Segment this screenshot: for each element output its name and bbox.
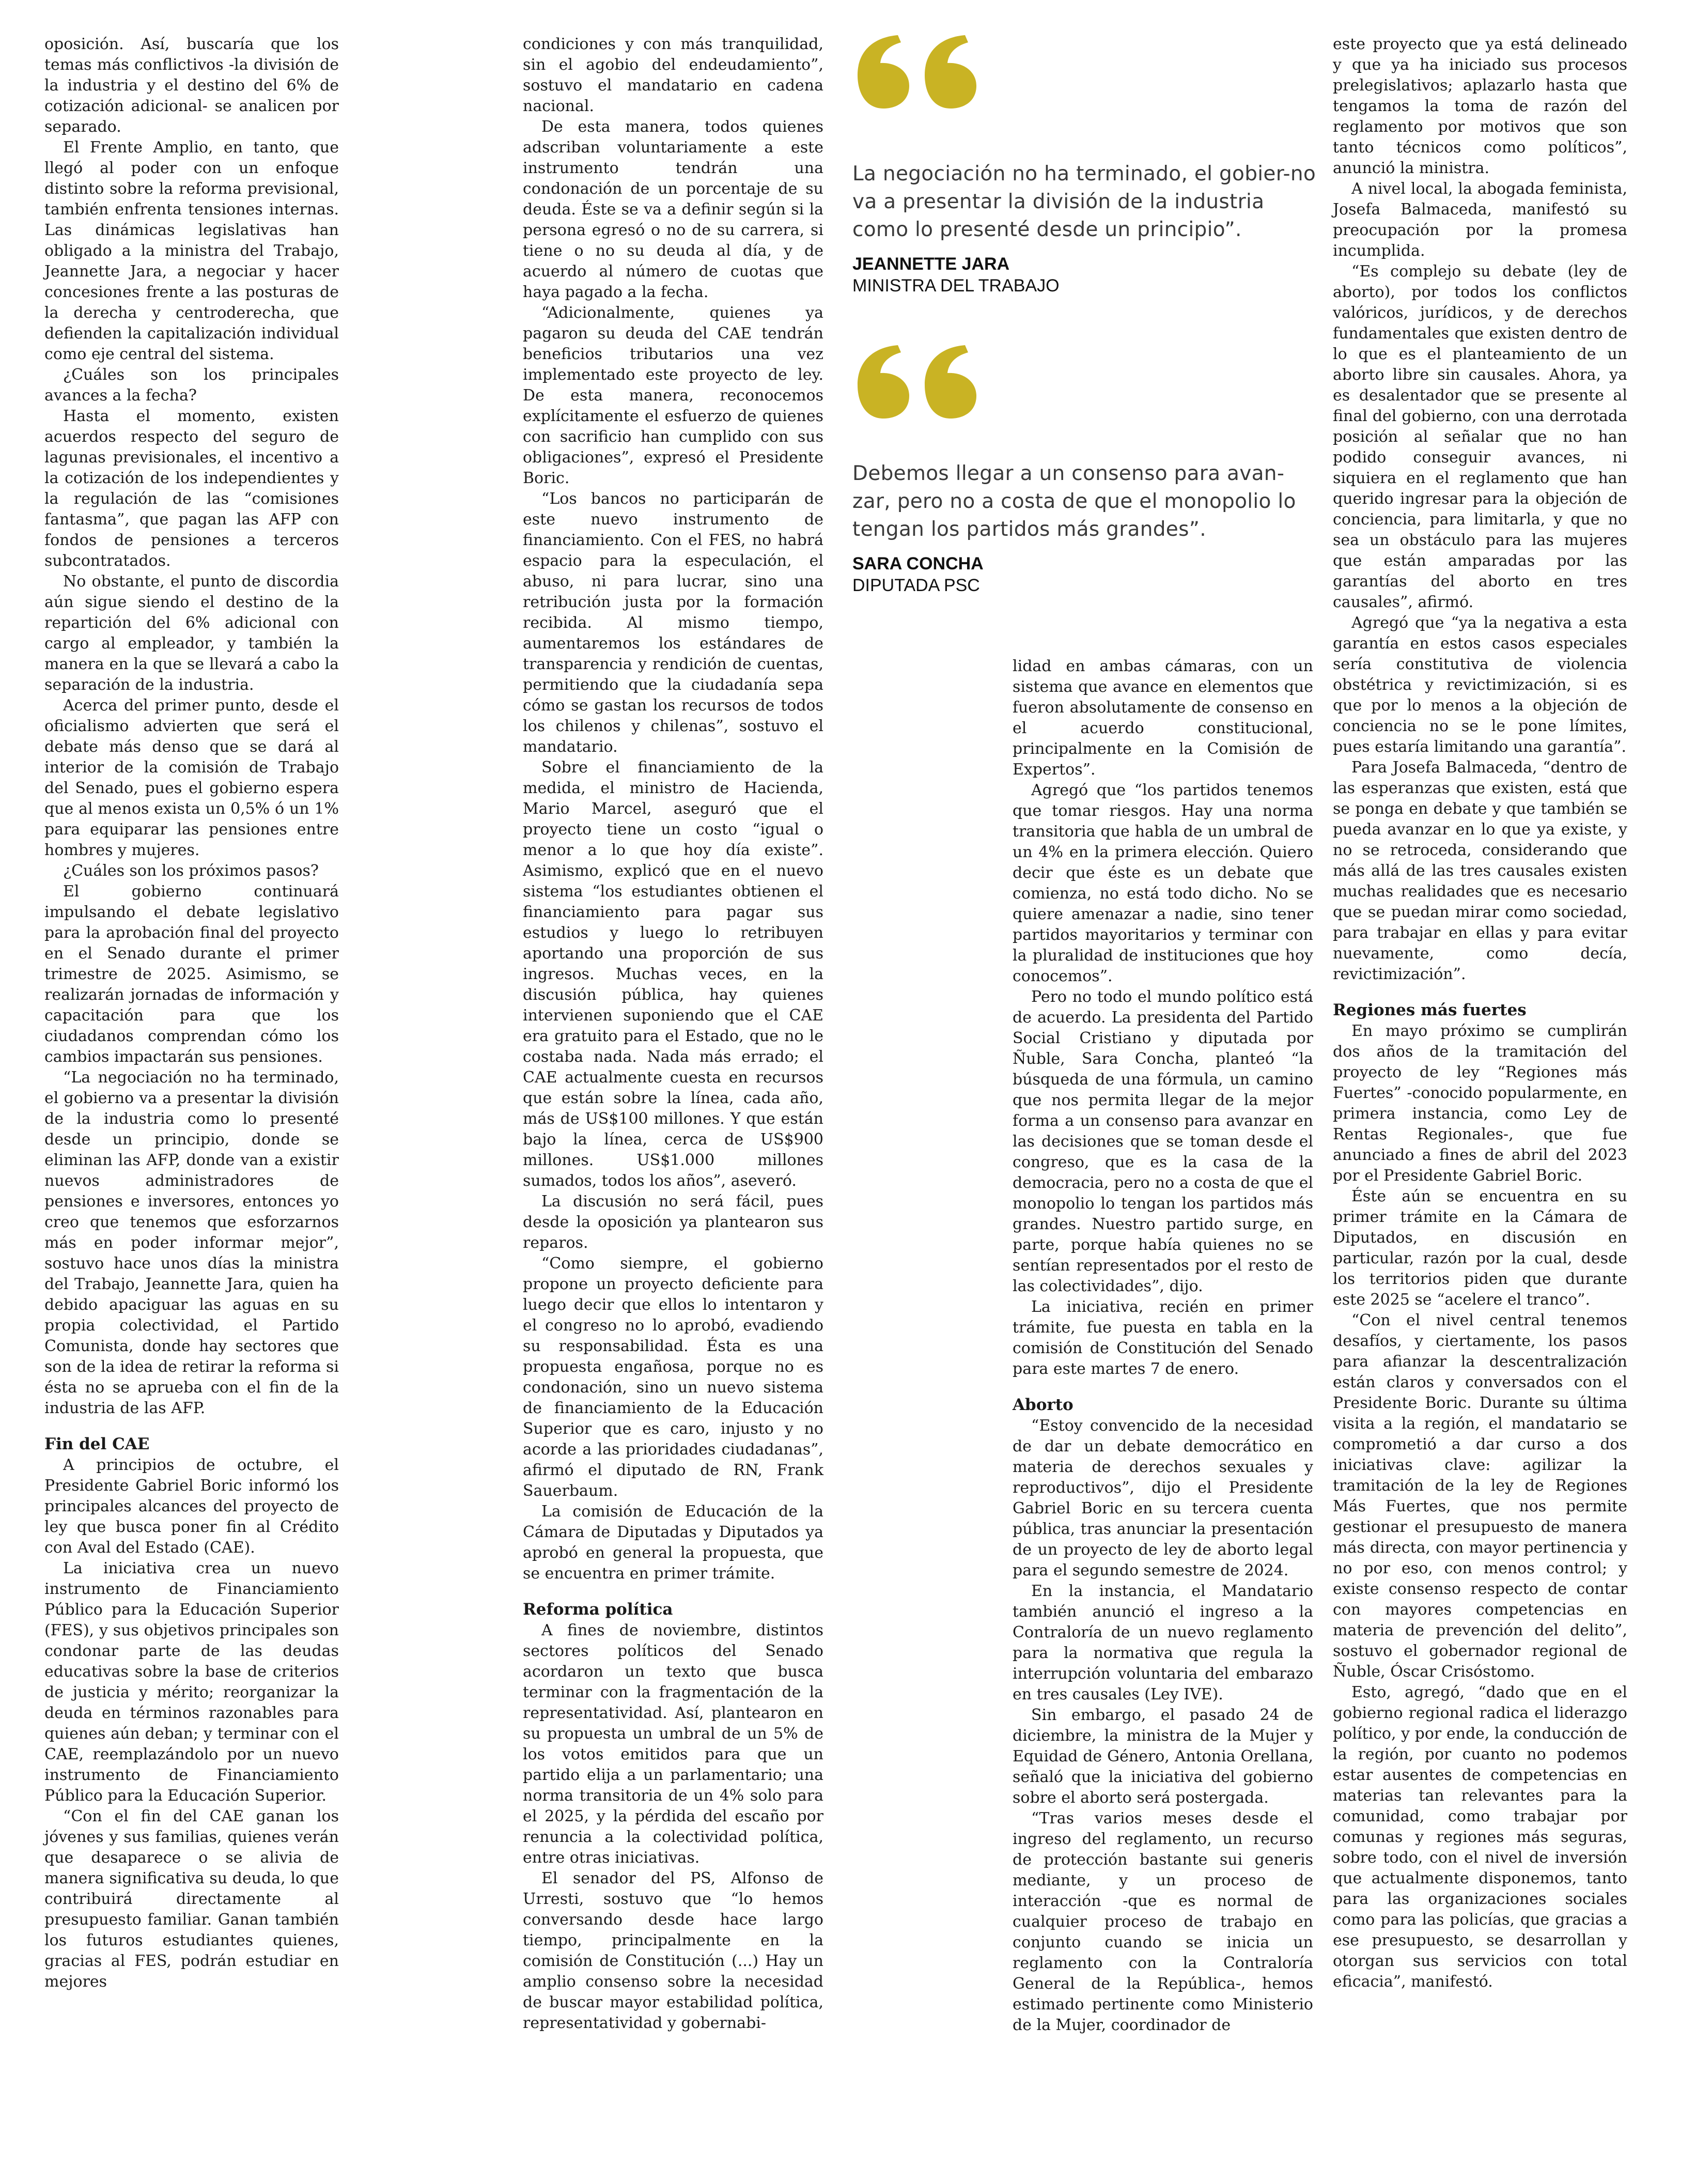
pull-quote-text: La negociación no ha terminado, el gobier-no va a presentar la división de la industria como lo presenté desde un principio”.	[852, 162, 1316, 241]
paragraph: La comisión de Educación de la Cámara de Diputadas y Diputados ya aprobó en general la propuesta, que se encuentra en primer trámite.	[523, 1503, 823, 1583]
section-heading-regiones-mas-fuertes: Regiones más fuertes	[1333, 1001, 1527, 1019]
paragraph: Sin embargo, el pasado 24 de diciembre, la ministra de la Mujer y Equidad de Género, Antonia Orellana, señaló que la iniciativa del gobierno sobre el aborto será postergada.	[1013, 1706, 1313, 1807]
paragraph: lidad en ambas cámaras, con un sistema que avance en elementos que fueron absolutamente de consenso en el acuerdo constitucional, principalmente en la Comisión de Expertos”.	[1013, 657, 1313, 779]
paragraph: “Estoy convencido de la necesidad de dar un debate democrático en materia de derechos sexuales y reproductivos”, dijo el Presidente Gabriel Boric en su tercera cuenta pública, tras anunciar la presentación de un proyecto de ley de aborto legal para el segundo semestre de 2024.	[1013, 1417, 1313, 1579]
paragraph: El Frente Amplio, en tanto, que llegó al poder con un enfoque distinto sobre la reforma previsional, también enfrenta tensiones internas. Las dinámicas legislativas han obligado a la ministra del Trabajo, Jeannette Jara, a negociar y hacer concesiones frente a las posturas de la derecha y centroderecha, que defienden la capitalización individual como eje central del sistema.	[44, 138, 339, 363]
section-heading-reforma-politica: Reforma política	[523, 1600, 673, 1619]
paragraph: Agregó que “ya la negativa a esta garantía en estos casos especiales sería constitutiva de violencia obstétrica y revictimización, si es que por lo menos a la objeción de conciencia no se le pone límites, pues estaría limitando una garantía”.	[1333, 614, 1627, 756]
paragraph: La discusión no será fácil, pues desde la oposición ya plantearon sus reparos.	[523, 1192, 823, 1252]
paragraph: El gobierno continuará impulsando el debate legislativo para la aprobación final del proyecto en el Senado durante el primer trimestre de 2025. Asimismo, se realizarán jornadas de información y capacitación para que los ciudadanos comprendan cómo los cambios impactarán sus pensiones.	[44, 882, 339, 1066]
paragraph: ¿Cuáles son los principales avances a la fecha?	[44, 366, 339, 405]
paragraph: este proyecto que ya está delineado y que ya ha iniciado sus procesos prelegislativos; aplazarlo hasta que tengamos la toma de razón del reglamento por motivos que son tanto técnicos como políticos”, anunció la ministra.	[1333, 35, 1627, 177]
paragraph: ¿Cuáles son los próximos pasos?	[63, 862, 319, 880]
paragraph: La iniciativa, recién en primer trámite, fue puesta en tabla en la comisión de Constitución del Senado para este martes 7 de enero.	[1013, 1298, 1313, 1378]
article-column-1	[44, 34, 339, 1992]
paragraph: En mayo próximo se cumplirán dos años de la tramitación del proyecto de ley “Regiones más Fuertes” -conocido popularmente, en primera instancia, como Ley de Rentas Regionales-, que fue anunciado a fines de abril del 2023 por el Presidente Gabriel Boric.	[1333, 1022, 1627, 1185]
paragraph: “Con el fin del CAE ganan los jóvenes y sus familias, quienes verán que desaparece o se alivia de manera significativa su deuda, lo que contribuirá directamente al presupuesto familiar. Ganan también los futuros estudiantes quienes, gracias al FES, podrán estudiar en mejores	[44, 1807, 339, 1991]
paragraph: condiciones y con más tranquilidad, sin el agobio del endeudamiento”, sostuvo el mandatario en cadena nacional.	[523, 35, 823, 115]
pull-quote-author: JEANNETTE JARA	[852, 254, 1010, 274]
paragraph: Pero no todo el mundo político está de acuerdo. La presidenta del Partido Social Cristiano y diputada por Ñuble, Sara Concha, planteó “la búsqueda de una fórmula, un camino que nos permita llegar de la mejor forma a un consenso para avanzar en las decisiones que se toman desde el congreso, que es la casa de la democracia, pero no a costa de que el monopolio lo tengan los partidos más grandes. Nuestro partido surge, en parte, porque había quienes no se sentían representados por el resto de las colectividades”, dijo.	[1013, 988, 1313, 1295]
paragraph: oposición. Así, buscaría que los temas más conflictivos -la división de la industria y el destino del 6% de cotización adicional- se analicen por separado.	[44, 35, 339, 136]
article-column-2	[523, 34, 823, 2034]
paragraph: “Como siempre, el gobierno propone un proyecto deficiente para luego decir que ellos lo intentaron y el congreso no lo aprobó, evadiendo su responsabilidad. Ésta es una propuesta engañosa, porque no es condonación, sino un nuevo sistema de financiamiento de la Educación Superior que es caro, injusto y no acorde a las prioridades ciudadanas”, afirmó el diputado de RN, Frank Sauerbaum.	[523, 1254, 823, 1500]
quote-marks-icon	[852, 336, 987, 419]
pull-quote-role: MINISTRA DEL TRABAJO	[852, 276, 1060, 296]
paragraph: Para Josefa Balmaceda, “dentro de las esperanzas que existen, está que se ponga en debate y que también se pueda avanzar en lo que ya existe, y no se retroceda, considerando que más allá de las tres causales existen muchas realidades que es necesario que se puedan mirar como sociedad, para trabajar en ellas y para evitar nuevamente, como decía, revictimización”.	[1333, 758, 1627, 983]
paragraph: “Los bancos no participarán de este nuevo instrumento de financiamiento. Con el FES, no habrá espacio para la especulación, el abuso, ni para lucrar, sino una retribución justa por la formación recibida. Al mismo tiempo, aumentaremos los estándares de transparencia y rendición de cuentas, permitiendo que la ciudadanía sepa cómo se gastan los recursos de todos los chilenos y chilenas”, sostuvo el mandatario.	[523, 490, 823, 756]
paragraph: “Es complejo su debate (ley de aborto), por todos los conflictos valóricos, jurídicos, y de derechos fundamentales que existen dentro de lo que es el planteamiento de un aborto libre sin causales. Ahora, ya es desalentador que se presente al final del gobierno, con una derrotada posición al señalar que no han podido conseguir avances, ni siquiera en el reglamento que han querido ingresar para la objeción de conciencia, para limitarla, y que no sea un obstáculo para las mujeres que están amparadas por las garantías del aborto en tres causales”, afirmó.	[1333, 262, 1627, 611]
pull-quote-author: SARA CONCHA	[852, 554, 984, 574]
section-heading-fin-del-cae: Fin del CAE	[44, 1435, 150, 1453]
paragraph: Esto, agregó, “dado que en el gobierno regional radica el liderazgo político, y por ende, la conducción de la región, por cuanto no podemos estar ausentes de competencias en materias tan relevantes para la comunidad, como trabajar por comunas y regiones más seguras, sobre todo, con el nivel de inversión que actualmente disponemos, tanto para las organizaciones sociales como para las policías, que gracias a ese presupuesto, se desarrollan y otorgan sus servicios con total eficacia”, manifestó.	[1333, 1683, 1627, 1991]
paragraph: A nivel local, la abogada feminista, Josefa Balmaceda, manifestó su preocupación por la promesa incumplida.	[1333, 180, 1627, 260]
paragraph: “La negociación no ha terminado, el gobierno va a presentar la división de la industria como lo presenté desde un principio, donde se eliminan las AFP, donde van a existir nuevos administradores de pensiones e inversores, entonces yo creo que tenemos que esforzarnos más en poder informar mejor”, sostuvo hace unos días la ministra del Trabajo, Jeannette Jara, quien ha debido apaciguar las aguas en su propia colectividad, el Partido Comunista, donde hay sectores que son de la idea de retirar la reforma si ésta no se aprueba con el fin de la industria de las AFP.	[44, 1068, 339, 1417]
article-column-3	[1013, 656, 1313, 2036]
paragraph: Agregó que “los partidos tenemos que tomar riesgos. Hay una norma transitoria que habla de un umbral de un 4% en la primera elección. Quiero decir que éste es un debate que comienza, no está todo dicho. No se quiere amenazar a nadie, sino tener partidos mayoritarios y terminar con la pluralidad de instituciones que hoy conocemos”.	[1013, 781, 1313, 985]
paragraph: “Adicionalmente, quienes ya pagaron su deuda del CAE tendrán beneficios tributarios una vez implementado este proyecto de ley. De esta manera, reconocemos explícitamente el esfuerzo de quienes con sacrificio han cumplido con sus obligaciones”, expresó el Presidente Boric.	[523, 304, 823, 487]
paragraph: La iniciativa crea un nuevo instrumento de Financiamiento Público para la Educación Superior (FES), y sus objetivos principales son condonar parte de las deudas educativas sobre la base de criterios de justicia y mérito; reorganizar la deuda en términos razonables para quienes aún deban; y terminar con el CAE, reemplazándolo por un nuevo instrumento de Financiamiento Público para la Educación Superior.	[44, 1559, 339, 1805]
paragraph: En la instancia, el Mandatario también anunció el ingreso a la Contraloría de un nuevo reglamento para la normativa que regula la interrupción voluntaria del embarazo en tres causales (Ley IVE).	[1013, 1582, 1313, 1703]
article-column-4	[1333, 34, 1627, 1992]
paragraph: Hasta el momento, existen acuerdos respecto del seguro de lagunas previsionales, el incentivo a la cotización de los independientes y la regulación de las “comisiones fantasma”, que pagan las AFP con fondos de pensiones a terceros subcontratados.	[44, 407, 339, 570]
paragraph: Acerca del primer punto, desde el oficialismo advierten que será el debate más denso que se dará al interior de la comisión de Trabajo del Senado, pues el gobierno espera que al menos exista un 0,5% ó un 1% para equiparar las pensiones entre hombres y mujeres.	[44, 696, 339, 859]
paragraph: No obstante, el punto de discordia aún sigue siendo el destino de la repartición del 6% adicional con cargo al empleador, y también la manera en la que se llevará a cabo la separación de la industria.	[44, 572, 339, 694]
paragraph: Sobre el financiamiento de la medida, el ministro de Hacienda, Mario Marcel, aseguró que el proyecto tiene un costo “igual o menor a lo que hoy día existe”. Asimismo, explicó que en el nuevo sistema “los estudiantes obtienen el financiamiento para pagar sus estudios y luego lo retribuyen aportando una proporción de sus ingresos. Muchas veces, en la discusión pública, hay quienes intervienen suponiendo que el CAE era gratuito para el Estado, que no le costaba nada. Nada más errado; el CAE actualmente cuesta en recursos que están sobre la línea, cada año, más de US$100 millones. Y que están bajo la línea, cerca de US$900 millones. US$1.000 millones sumados, todos los años”, aseveró.	[523, 758, 823, 1190]
pull-quote-concha	[852, 336, 1317, 596]
quote-marks-icon	[852, 26, 987, 109]
paragraph: A fines de noviembre, distintos sectores políticos del Senado acordaron un texto que busca terminar con la fragmentación de la representatividad. Así, plantearon en su propuesta un umbral de un 5% de los votos emitidos para que un partido elija a un parlamentario; una norma transitoria de un 4% solo para el 2025, y la pérdida del escaño por renuncia a la colectividad política, entre otras iniciativas.	[523, 1621, 823, 1867]
paragraph: De esta manera, todos quienes adscriban voluntariamente a este instrumento tendrán una condonación de un porcentaje de su deuda. Éste se va a definir según si la persona egresó o no de su carrera, si tiene o no su deuda al día, y de acuerdo al número de cuotas que haya pagado a la fecha.	[523, 118, 823, 301]
paragraph: El senador del PS, Alfonso de Urresti, sostuvo que “lo hemos conversando desde hace largo tiempo, principalmente en la comisión de Constitución (...) Hay un amplio consenso sobre la necesidad de buscar mayor estabilidad política, representatividad y gobernabi-	[523, 1869, 823, 2032]
pull-quote-role: DIPUTADA PSC	[852, 576, 980, 595]
paragraph: “Tras varios meses desde el ingreso del reglamento, un recurso de protección bastante sui generis mediante, y un proceso de interacción -que es normal de cualquier proceso de trabajo en conjunto cuando se inicia un reglamento con la Contraloría General de la República-, hemos estimado pertinente como Ministerio de la Mujer, coordinador de	[1013, 1809, 1313, 2034]
paragraph: A principios de octubre, el Presidente Gabriel Boric informó los principales alcances del proyecto de ley que busca poner fin al Crédito con Aval del Estado (CAE).	[44, 1456, 339, 1557]
pull-quote-jara	[852, 26, 1317, 297]
section-heading-aborto: Aborto	[1013, 1396, 1073, 1414]
pull-quote-text: Debemos llegar a un consenso para avan-zar, pero no a costa de que el monopolio lo tengan los partidos más grandes”.	[852, 462, 1296, 541]
paragraph: “Con el nivel central tenemos desafíos, y ciertamente, los pasos para afianzar la descentralización están claros y conversados con el Presidente Boric. Durante su última visita a la región, el mandatario se comprometió a dar curso a dos iniciativas clave: agilizar la tramitación de la ley de Regiones Más Fuertes, que nos permite gestionar el presupuesto de manera más directa, con mayor pertinencia y no por eso, con menos control; y existe consenso respecto de contar con mayores competencias en materia de prevención del delito”, sostuvo el gobernador regional de Ñuble, Óscar Crisóstomo.	[1333, 1311, 1627, 1681]
paragraph: Éste aún se encuentra en su primer trámite en la Cámara de Diputados, en discusión en particular, razón por la cual, desde los territorios piden que durante este 2025 se “acelere el tranco”.	[1333, 1187, 1627, 1309]
